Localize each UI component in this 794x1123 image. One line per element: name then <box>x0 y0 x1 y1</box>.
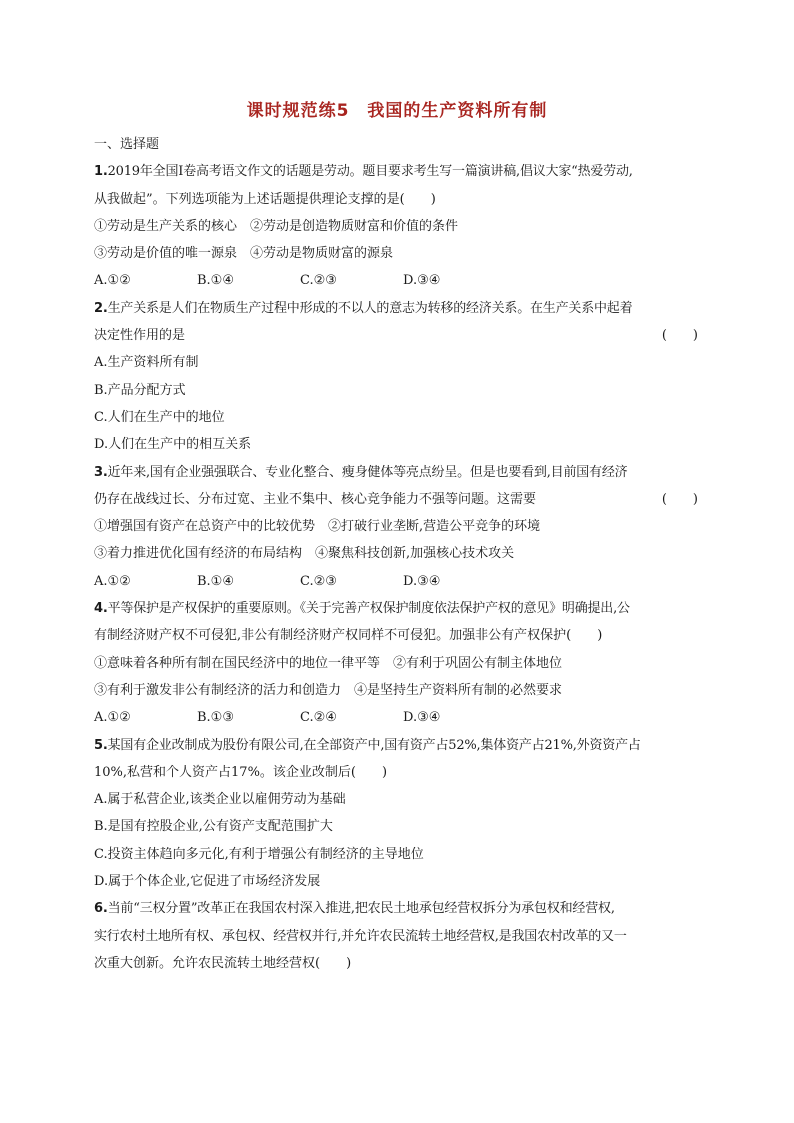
question-1-stem-line-1: 1.2019年全国Ⅰ卷高考语文作文的话题是劳动。题目要求考生写一篇演讲稿,倡议大家“热爱劳动, <box>94 164 633 180</box>
question-4-options <box>94 704 698 731</box>
option-a[interactable]: A.生产资料所有制 <box>94 355 199 371</box>
question-number: 4. <box>94 601 108 617</box>
question-3-stem-line-2: 仍存在战线过长、分布过宽、主业不集中、核心竞争能力不强等问题。这需要 ( ) <box>94 486 698 513</box>
option-d[interactable]: D.③④ <box>403 273 441 289</box>
option-b[interactable]: B.①④ <box>197 273 234 289</box>
option-c[interactable]: C.②④ <box>300 710 337 726</box>
option-c[interactable]: C.②③ <box>300 573 337 589</box>
question-1-options <box>94 267 698 294</box>
option-d[interactable]: D.③④ <box>403 573 441 589</box>
question-number: 3. <box>94 464 108 480</box>
option-b[interactable]: B.是国有控股企业,公有资产支配范围扩大 <box>94 819 333 835</box>
option-c[interactable]: C.人们在生产中的地位 <box>94 409 225 425</box>
question-5-stem-line-2: 10%,私营和个人资产占17%。该企业改制后( ) <box>94 764 388 780</box>
option-d[interactable]: D.③④ <box>403 710 441 726</box>
question-2-stem-line-1: 2.生产关系是人们在物质生产过程中形成的不以人的意志为转移的经济关系。在生产关系中起着 <box>94 300 633 316</box>
option-b[interactable]: B.①④ <box>197 573 234 589</box>
option-b[interactable]: B.产品分配方式 <box>94 382 186 398</box>
option-a[interactable]: A.①② <box>94 710 131 726</box>
question-6-stem-line-3: 次重大创新。允许农民流转土地经营权( ) <box>94 955 352 971</box>
option-c[interactable]: C.②③ <box>300 273 337 289</box>
page-title: 课时规范练5 我国的生产资料所有制 <box>246 101 548 121</box>
question-3-options <box>94 568 698 595</box>
question-1-statements-1: ①劳动是生产关系的核心 ②劳动是创造物质财富和价值的条件 <box>94 218 459 234</box>
question-2-stem-line-2: 决定性作用的是 ( ) <box>94 322 698 349</box>
option-a[interactable]: A.属于私营企业,该类企业以雇佣劳动为基础 <box>94 792 346 808</box>
question-4-statements-1: ①意味着各种所有制在国民经济中的地位一律平等 ②有利于巩固公有制主体地位 <box>94 655 563 671</box>
question-4-stem-line-1: 4.平等保护是产权保护的重要原则。《关于完善产权保护制度依法保护产权的意见》明确提出,公 <box>94 601 630 617</box>
answer-paren: ( ) <box>661 328 698 344</box>
question-1-statements-2: ③劳动是价值的唯一源泉 ④劳动是物质财富的源泉 <box>94 246 394 262</box>
option-d[interactable]: D.人们在生产中的相互关系 <box>94 437 252 453</box>
question-3-stem-line-1: 3.近年来,国有企业强强联合、专业化整合、瘦身健体等亮点纷呈。但是也要看到,目前国有经济 <box>94 464 628 480</box>
question-4-statements-2: ③有利于激发非公有制经济的活力和创造力 ④是坚持生产资料所有制的必然要求 <box>94 682 563 698</box>
section-heading: 一、选择题 <box>94 137 160 152</box>
option-c[interactable]: C.投资主体趋向多元化,有利于增强公有制经济的主导地位 <box>94 846 424 862</box>
question-3-statements-2: ③着力推进优化国有经济的布局结构 ④聚焦科技创新,加强核心技术攻关 <box>94 546 515 562</box>
question-list <box>94 131 698 977</box>
question-number: 6. <box>94 901 108 917</box>
answer-paren: ( ) <box>661 491 698 507</box>
question-number: 2. <box>94 300 108 316</box>
option-b[interactable]: B.①③ <box>197 710 234 726</box>
question-5-stem-line-1: 5.某国有企业改制成为股份有限公司,在全部资产中,国有资产占52%,集体资产占21%,外资资产占 <box>94 737 641 753</box>
question-6-stem-line-1: 6.当前“三权分置”改革正在我国农村深入推进,把农民土地承包经营权拆分为承包权和经营权, <box>94 901 615 917</box>
question-3-statements-1: ①增强国有资产在总资产中的比较优势 ②打破行业垄断,营造公平竞争的环境 <box>94 519 541 535</box>
question-number: 1. <box>94 164 108 180</box>
option-d[interactable]: D.属于个体企业,它促进了市场经济发展 <box>94 874 321 890</box>
question-number: 5. <box>94 737 108 753</box>
question-1-stem-line-2: 从我做起”。下列选项能为上述话题提供理论支撑的是( ) <box>94 191 436 207</box>
option-a[interactable]: A.①② <box>94 573 131 589</box>
question-4-stem-line-2: 有制经济财产权不可侵犯,非公有制经济财产权同样不可侵犯。加强非公有产权保护( ) <box>94 628 603 644</box>
option-a[interactable]: A.①② <box>94 273 131 289</box>
question-6-stem-line-2: 实行农村土地所有权、承包权、经营权并行,并允许农民流转土地经营权,是我国农村改革的又一 <box>94 928 627 944</box>
